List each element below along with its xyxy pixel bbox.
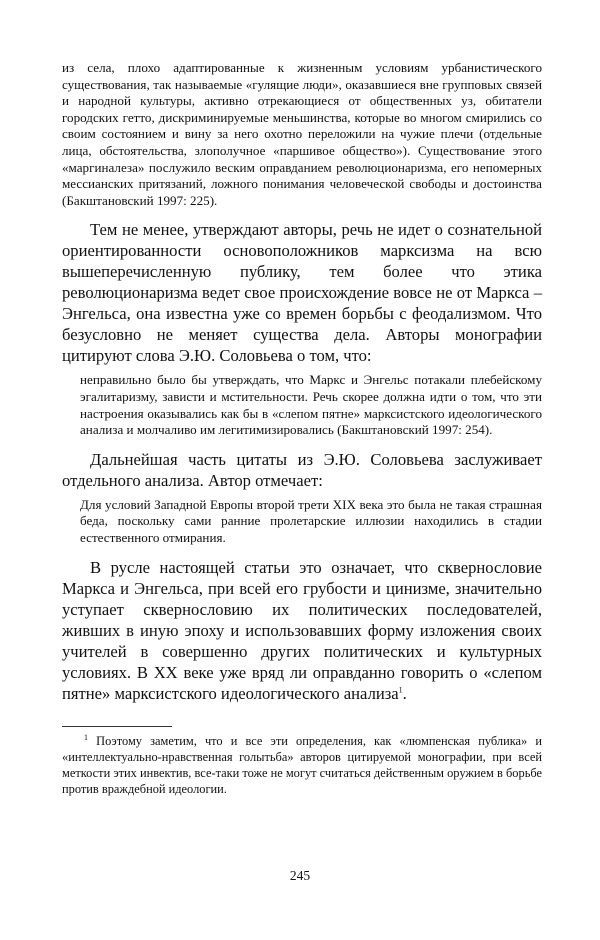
page-body: [62, 60, 542, 797]
footnote-reference[interactable]: 1: [398, 684, 403, 694]
footnote-marker: 1: [84, 732, 88, 742]
paragraph-2: Дальнейшая часть цитаты из Э.Ю. Соловьева заслуживает отдельного анализа. Автор отмечает:: [62, 449, 542, 490]
paragraph-3-period: .: [402, 683, 407, 703]
quote-soloviev-2: Для условий Западной Европы второй трети XIX века это была не такая страшная беда, поскольку сами ранние пролетарские иллюзии находились в стадии естественного отмирания.: [80, 496, 542, 545]
paragraph-1: Тем не менее, утверждают авторы, речь не идет о сознательной ориентированности основоположников марксизма на всю вышеперечисленную публику, тем более что этика революционаризма ведет свое происхождение вовсе не от Маркса – Энгельса, она известна уже со времен борьбы с феодализмом. Что безусловно не меняет существа дела. Авторы монографии цитируют слова Э.Ю. Соловьева о том, что:: [62, 220, 542, 366]
top-quote: из села, плохо адаптированные к жизненным условиям урбанистического существования, так называемые «гулящие люди», оказавшиеся вне групповых связей и народной культуры, активно отрекающиеся от общественных уз, обитатели городских гетто, дискриминируемые меньшинства, которые во многом смирились со своим состоянием и вину за него охотно переложили на чужие плечи (отдельные лица, обстоятельства, злополучное «паршивое общество»). Существование этого «маргиналеза» послужило веским оправданием революционаризма, его непомерных мессианских притязаний, ложного понимания человеческой свободы и достоинства (Бакштановский 1997: 225).: [62, 60, 542, 208]
footnote-text: Поэтому заметим, что и все эти определения, как «люмпенская публика» и «интеллектуально-нравственная голытьба» авторов цитируемой монографии, при всей меткости этих инвектив, все-таки тоже не могут считаться действенным оружием в борьбе против враждебной идеологии.: [62, 733, 542, 796]
quote-soloviev-1: неправильно было бы утверждать, что Маркс и Энгельс потакали плебейскому эгалитаризму, зависти и мстительности. Речь скорее должна идти о том, что эти настроения оказывались как бы в «слепом пятне» марксистского идеологического анализа и молчаливо им легитимизировались (Бакштановский 1997: 254).: [80, 372, 542, 438]
paragraph-3: [62, 557, 542, 704]
paragraph-3-text: В русле настоящей статьи это означает, что сквернословие Маркса и Энгельса, при всей его грубости и цинизме, значительно уступает сквернословию их политических последователей, живших в иную эпоху и использовавших форму изложения своих учителей в совершенно других политических и культурных условиях. В XX веке уже вряд ли оправданно говорить о «слепом пятне» марксистского идеологического анализа: [62, 557, 542, 703]
page-number: 245: [289, 868, 311, 883]
footnote: [62, 733, 542, 797]
footnote-divider: [62, 726, 172, 727]
